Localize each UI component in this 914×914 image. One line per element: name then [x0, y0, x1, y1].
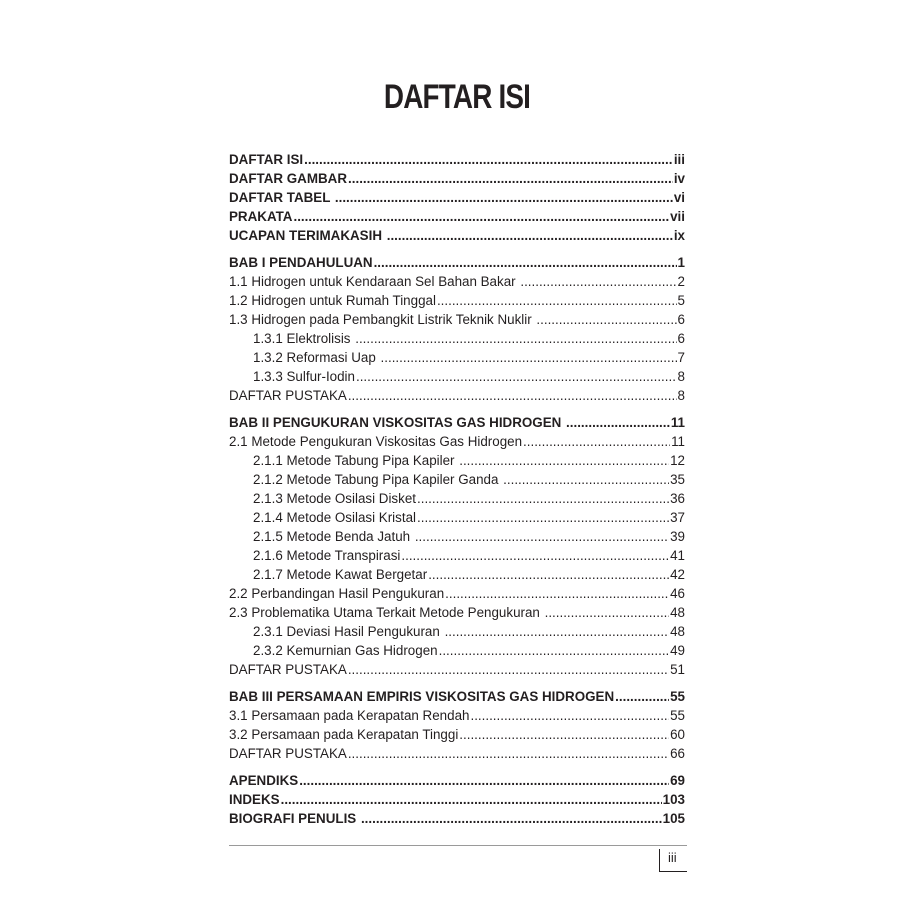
toc-entry-page: 48	[670, 624, 685, 639]
toc-entry[interactable]	[229, 291, 685, 310]
toc-leader-dots	[428, 565, 669, 584]
toc-entry-label: BIOGRAFI PENULIS	[229, 811, 360, 826]
toc-entry-label: DAFTAR TABEL	[229, 190, 334, 205]
toc-leader-dots	[387, 226, 673, 245]
toc-entry[interactable]	[229, 253, 685, 272]
toc-entry-label: PRAKATA	[229, 209, 293, 224]
toc-entry[interactable]	[229, 470, 685, 489]
toc-entry[interactable]	[229, 546, 685, 565]
toc-entry-label: DAFTAR PUSTAKA	[229, 662, 347, 677]
toc-entry-page: iv	[673, 171, 685, 186]
toc-entry-label: BAB III PERSAMAAN EMPIRIS VISKOSITAS GAS HIDROGEN	[229, 689, 615, 704]
toc-entry[interactable]	[229, 188, 685, 207]
toc-leader-dots	[445, 622, 670, 641]
toc-entry-page: 69	[670, 773, 685, 788]
toc-entry-label: 3.1 Persamaan pada Kerapatan Rendah	[229, 708, 470, 723]
toc-leader-dots	[415, 527, 669, 546]
toc-entry-label: 2.1.6 Metode Transpirasi	[253, 548, 401, 563]
toc-entry[interactable]	[229, 169, 685, 188]
toc-entry-page: 49	[670, 643, 685, 658]
toc-leader-dots	[401, 546, 669, 565]
toc-entry-page: 105	[662, 811, 685, 826]
toc-entry[interactable]	[229, 413, 685, 432]
page-title: DAFTAR ISI	[383, 78, 531, 116]
toc-leader-dots	[459, 451, 669, 470]
toc-leader-dots	[523, 432, 670, 451]
toc-entry-label: BAB I PENDAHULUAN	[229, 255, 373, 270]
toc-entry-page: ix	[673, 228, 685, 243]
toc-entry-page: 35	[670, 472, 685, 487]
toc-entry[interactable]	[229, 508, 685, 527]
toc-leader-dots	[348, 169, 673, 188]
footer-rule	[229, 845, 687, 846]
toc-entry[interactable]	[229, 790, 685, 809]
toc-entry[interactable]	[229, 272, 685, 291]
toc-entry-page: 8	[677, 369, 685, 384]
toc-entry[interactable]	[229, 451, 685, 470]
toc-leader-dots	[281, 790, 662, 809]
toc-entry[interactable]	[229, 489, 685, 508]
toc-leader-dots	[417, 489, 669, 508]
toc-entry-page: 55	[670, 689, 685, 704]
toc-entry-page: vi	[673, 190, 685, 205]
toc-entry-label: DAFTAR GAMBAR	[229, 171, 348, 186]
toc-leader-dots	[374, 253, 677, 272]
toc-entry-page: 41	[670, 548, 685, 563]
toc-entry-page: 39	[670, 529, 685, 544]
toc-entry-page: 51	[670, 662, 685, 677]
toc-entry[interactable]	[229, 226, 685, 245]
toc-entry-label: 2.2 Perbandingan Hasil Pengukuran	[229, 586, 445, 601]
toc-entry-page: 37	[670, 510, 685, 525]
toc-leader-dots	[503, 470, 669, 489]
toc-entry[interactable]	[229, 641, 685, 660]
toc-entry-page: 8	[677, 388, 685, 403]
toc-entry[interactable]	[229, 329, 685, 348]
toc-entry-page: 11	[670, 415, 685, 430]
toc-entry-label: 1.3.2 Reformasi Uap	[253, 350, 380, 365]
toc-leader-dots	[356, 367, 677, 386]
toc-entry-page: 1	[677, 255, 685, 270]
toc-entry[interactable]	[229, 622, 685, 641]
toc-entry-page: 5	[677, 293, 685, 308]
toc-entry-label: DAFTAR PUSTAKA	[229, 388, 347, 403]
toc-entry-page: 36	[670, 491, 685, 506]
toc-entry-page: 55	[670, 708, 685, 723]
toc-entry[interactable]	[229, 310, 685, 329]
toc-leader-dots	[417, 508, 669, 527]
toc-entry-label: 2.1.2 Metode Tabung Pipa Kapiler Ganda	[253, 472, 503, 487]
toc-entry[interactable]	[229, 725, 685, 744]
toc-entry-page: 2	[677, 274, 685, 289]
toc-entry-page: 42	[670, 567, 685, 582]
toc-leader-dots	[470, 706, 669, 725]
toc-entry-label: 2.1 Metode Pengukuran Viskositas Gas Hidrogen	[229, 434, 523, 449]
toc-leader-dots	[335, 188, 673, 207]
toc-entry-label: 1.3.1 Elektrolisis	[253, 331, 355, 346]
toc-leader-dots	[566, 413, 670, 432]
toc-leader-dots	[459, 725, 669, 744]
toc-entry-label: 3.2 Persamaan pada Kerapatan Tinggi	[229, 727, 459, 742]
toc-entry[interactable]	[229, 603, 685, 622]
toc-leader-dots	[437, 291, 677, 310]
toc-entry-label: 2.1.5 Metode Benda Jatuh	[253, 529, 414, 544]
toc-entry-label: 2.3.2 Kemurnian Gas Hidrogen	[253, 643, 438, 658]
toc-entry-label: DAFTAR PUSTAKA	[229, 746, 347, 761]
toc-entry-label: 2.1.7 Metode Kawat Bergetar	[253, 567, 428, 582]
toc-entry[interactable]	[229, 706, 685, 725]
toc-entry[interactable]	[229, 150, 685, 169]
toc-entry-page: 6	[677, 331, 685, 346]
table-of-contents	[229, 150, 685, 828]
toc-leader-dots	[381, 348, 677, 367]
toc-leader-dots	[520, 272, 676, 291]
toc-entry[interactable]	[229, 565, 685, 584]
toc-entry-label: 1.3.3 Sulfur-Iodin	[253, 369, 355, 384]
toc-entry-page: vii	[670, 209, 685, 224]
toc-leader-dots	[361, 809, 662, 828]
toc-leader-dots	[299, 771, 669, 790]
toc-entry[interactable]	[229, 386, 685, 405]
toc-leader-dots	[439, 641, 669, 660]
toc-entry-label: 2.1.3 Metode Osilasi Disket	[253, 491, 416, 506]
toc-leader-dots	[445, 584, 669, 603]
toc-entry-page: 48	[670, 605, 685, 620]
toc-entry-page: 6	[677, 312, 685, 327]
toc-entry[interactable]	[229, 527, 685, 546]
toc-entry-label: 2.3.1 Deviasi Hasil Pengukuran	[253, 624, 444, 639]
toc-entry[interactable]	[229, 809, 685, 828]
toc-entry-label: 1.1 Hidrogen untuk Kendaraan Sel Bahan Bakar	[229, 274, 520, 289]
toc-entry[interactable]	[229, 660, 685, 679]
toc-entry[interactable]	[229, 432, 685, 451]
toc-entry[interactable]	[229, 771, 685, 790]
toc-entry-page: 7	[677, 350, 685, 365]
page-number: iii	[668, 850, 677, 865]
toc-entry-label: 2.1.1 Metode Tabung Pipa Kapiler	[253, 453, 459, 468]
toc-entry-page: 11	[671, 434, 685, 449]
toc-entry-label: APENDIKS	[229, 773, 299, 788]
toc-entry-page: 12	[670, 453, 685, 468]
toc-leader-dots	[536, 310, 676, 329]
toc-entry-page: 66	[670, 746, 685, 761]
toc-leader-dots	[348, 386, 677, 405]
toc-leader-dots	[348, 744, 669, 763]
toc-entry[interactable]	[229, 584, 685, 603]
toc-entry-label: 2.1.4 Metode Osilasi Kristal	[253, 510, 416, 525]
toc-entry-page: 46	[670, 586, 685, 601]
toc-entry-page: iii	[673, 152, 685, 167]
toc-entry-label: INDEKS	[229, 792, 280, 807]
toc-entry[interactable]	[229, 744, 685, 763]
toc-entry-page: 103	[662, 792, 685, 807]
toc-leader-dots	[545, 603, 669, 622]
toc-entry-label: 1.3 Hidrogen pada Pembangkit Listrik Teknik Nuklir	[229, 312, 536, 327]
toc-entry-label: 2.3 Problematika Utama Terkait Metode Pengukuran	[229, 605, 544, 620]
toc-entry-page: 60	[670, 727, 685, 742]
toc-entry[interactable]	[229, 348, 685, 367]
toc-entry-label: DAFTAR ISI	[229, 152, 304, 167]
toc-entry[interactable]	[229, 367, 685, 386]
toc-leader-dots	[348, 660, 669, 679]
toc-entry-label: UCAPAN TERIMAKASIH	[229, 228, 386, 243]
toc-leader-dots	[355, 329, 676, 348]
toc-leader-dots	[304, 150, 673, 169]
toc-entry-label: 1.2 Hidrogen untuk Rumah Tinggal	[229, 293, 436, 308]
toc-leader-dots	[615, 687, 669, 706]
toc-entry[interactable]	[229, 207, 685, 226]
toc-leader-dots	[293, 207, 669, 226]
toc-entry-label: BAB II PENGUKURAN VISKOSITAS GAS HIDROGEN	[229, 415, 566, 430]
toc-entry[interactable]	[229, 687, 685, 706]
